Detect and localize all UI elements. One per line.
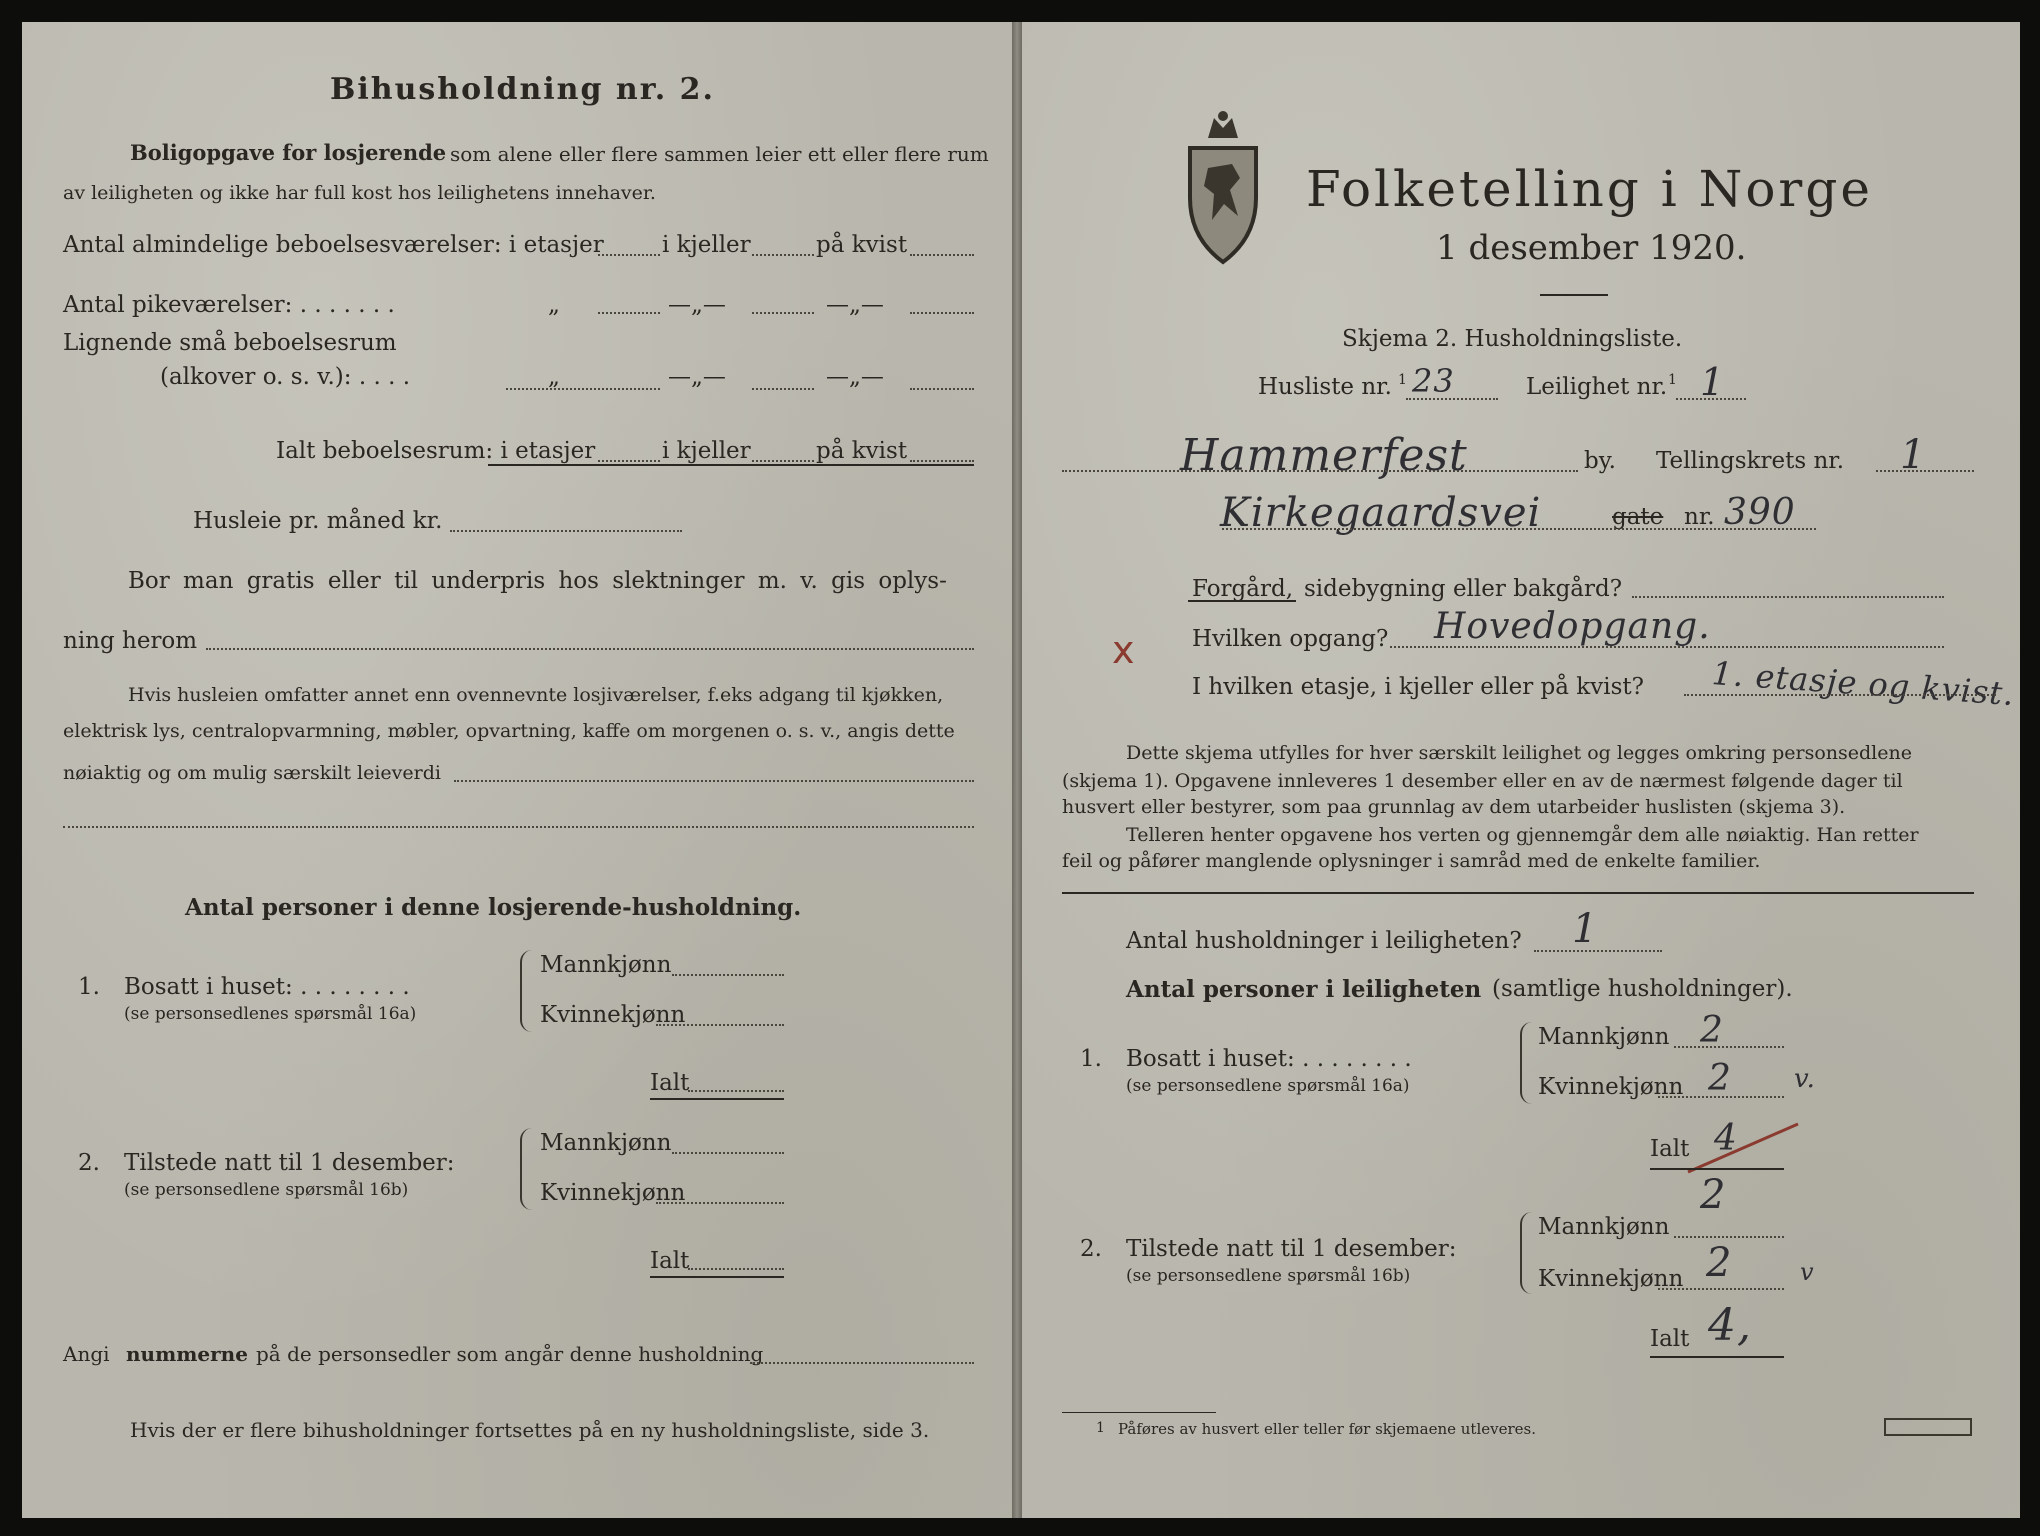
coat-of-arms-icon [1180, 108, 1266, 266]
right-q2-ialt-underline [1650, 1356, 1784, 1358]
krets-label: Tellingskrets nr. [1656, 448, 1845, 474]
right-q1-label: Bosatt i huset: . . . . . . . . [1126, 1046, 1412, 1072]
intro-rest: som alene eller flere sammen leier ett eller flere rum [450, 142, 989, 166]
pike-line-1 [598, 312, 660, 314]
leilighet-value: 1 [1700, 360, 1726, 404]
left-q1-kvinne-line [656, 1024, 784, 1026]
hush-value: 1 [1572, 906, 1599, 952]
right-q2-check: v [1800, 1258, 1815, 1286]
left-q1-ialt: Ialt [650, 1070, 690, 1096]
opgang-line [1390, 646, 1944, 648]
left-q2-brace [520, 1128, 534, 1210]
husliste-value: 23 [1412, 362, 1455, 400]
by-label: by. [1584, 448, 1616, 474]
right-q2-mann-line [1674, 1236, 1784, 1238]
right-q1-num: 1. [1080, 1046, 1102, 1072]
hush-line [1534, 950, 1662, 952]
leieverdi-line [454, 780, 974, 782]
husliste-footnote: 1 [1398, 372, 1407, 388]
rooms-label: Antal almindelige beboelsesværelser: i etasjer [63, 232, 604, 258]
left-q1-mann-line [672, 974, 784, 976]
krets-value: 1 [1900, 432, 1927, 478]
opgang-value: Hovedopgang. [1434, 606, 1711, 647]
footnote-mark: 1 [1096, 1420, 1105, 1436]
rooms-kjeller-line [752, 254, 814, 256]
pike-line-2 [752, 312, 814, 314]
lignende-line-b [752, 388, 814, 390]
hvis-line-1: Hvis husleien omfatter annet enn ovennevnte losjiværelser, f.eks adgang til kjøkken, [128, 684, 944, 706]
pike-label: Antal pikeværelser: . . . . . . . [63, 292, 395, 318]
right-q2-kvinne-line [1658, 1288, 1784, 1290]
lignende-line-a [506, 388, 660, 390]
gratis-line [206, 648, 974, 650]
gate-line [1222, 528, 1816, 530]
lignende-line-c [910, 388, 974, 390]
ialt-kjeller-line [752, 460, 814, 462]
left-q2-kvinne-line [656, 1202, 784, 1204]
leilighet-line [1676, 398, 1746, 400]
gate-nr-label: nr. [1684, 504, 1715, 530]
gratis-line-2: ning herom [63, 628, 198, 654]
right-q1-mann-value: 2 [1700, 1010, 1724, 1051]
ialt-kvist: på kvist [816, 438, 908, 464]
pike-ditto-1: „ [548, 292, 560, 318]
left-q1-ialt-underline [650, 1098, 784, 1100]
title-rule [1540, 294, 1608, 296]
pike-ditto-2: —„— [668, 292, 726, 318]
left-q1-ialt-line [688, 1090, 784, 1092]
right-title: Folketelling i Norge [1306, 160, 1873, 218]
hush-label: Antal husholdninger i leiligheten? [1126, 928, 1522, 954]
gate-value: Kirkegaardsvei [1220, 490, 1542, 536]
x-mark: x [1112, 628, 1135, 672]
forgard-rest: sidebygning eller bakgård? [1304, 576, 1623, 602]
right-q1-kvinne: Kvinnekjønn [1538, 1074, 1684, 1100]
krets-line [1876, 470, 1974, 472]
left-q2-num: 2. [78, 1150, 100, 1176]
right-q2-ialt-value: 4, [1708, 1300, 1752, 1351]
right-q1-check: v. [1794, 1064, 1816, 1094]
footnote-text: Påføres av husvert eller teller før skjemaene utleveres. [1118, 1420, 1536, 1438]
etasje-label: I hvilken etasje, i kjeller eller på kvist? [1192, 674, 1644, 700]
right-q2-sub: (se personsedlene spørsmål 16b) [1126, 1266, 1411, 1286]
left-title: Bihusholdning nr. 2. [330, 72, 715, 107]
angi-rest: på de personsedler som angår denne husholdning [256, 1342, 764, 1366]
left-q2-sub: (se personsedlene spørsmål 16b) [124, 1180, 409, 1200]
left-antal-heading: Antal personer i denne losjerende-husholdning. [185, 894, 802, 921]
etasje-line [1684, 694, 1996, 696]
right-q1-brace [1520, 1022, 1534, 1104]
right-q2-num: 2. [1080, 1236, 1102, 1262]
opgang-label: Hvilken opgang? [1192, 626, 1389, 652]
lignende-ditto-3: —„— [826, 364, 884, 390]
intro-bold: Boligopgave for losjerende [130, 140, 447, 165]
right-q1-mann-line [1674, 1046, 1784, 1048]
antal-rest: (samtlige husholdninger). [1492, 976, 1793, 1002]
left-q2-label: Tilstede natt til 1 desember: [124, 1150, 455, 1176]
ialt-kjeller: i kjeller [662, 438, 751, 464]
ialt-kvist-line [910, 460, 974, 462]
left-footer: Hvis der er flere bihusholdninger fortsettes på en ny husholdningsliste, side 3. [130, 1418, 930, 1442]
right-q1-ialt-underline [1650, 1168, 1784, 1170]
leilighet-footnote: 1 [1668, 372, 1677, 388]
right-date: 1 desember 1920. [1436, 228, 1747, 268]
left-q1-sub: (se personsedlenes spørsmål 16a) [124, 1004, 417, 1024]
left-q2-mann: Mannkjønn [540, 1130, 672, 1156]
left-q2-kvinne: Kvinnekjønn [540, 1180, 686, 1206]
rooms-etasjer-line [598, 254, 660, 256]
pike-line-3 [910, 312, 974, 314]
right-q1-kvinne-value: 2 [1708, 1058, 1732, 1099]
right-q1-kvinne-line [1658, 1096, 1784, 1098]
right-q1-ialt-struck: 4 [1714, 1118, 1738, 1159]
lignende-line-2: (alkover o. s. v.): . . . . [160, 364, 411, 390]
info-line-4: Telleren henter opgavene hos verten og gjennemgår dem alle nøiaktig. Han retter [1126, 824, 1919, 846]
ialt-rooms-underline [488, 464, 974, 466]
left-q1-label: Bosatt i huset: . . . . . . . . [124, 974, 410, 1000]
intro-line2: av leiligheten og ikke har full kost hos leilighetens innehaver. [63, 182, 656, 204]
angi-line [750, 1362, 974, 1364]
rooms-kjeller: i kjeller [662, 232, 751, 258]
left-q2-ialt-underline [650, 1276, 784, 1278]
angi-bold: nummerne [126, 1342, 248, 1366]
printer-stamp [1884, 1418, 1972, 1436]
hvis-line-3: nøiaktig og om mulig særskilt leieverdi [63, 762, 441, 784]
right-q1-ialt: Ialt [1650, 1136, 1690, 1162]
husleie-label: Husleie pr. måned kr. [193, 508, 443, 534]
left-q1-brace [520, 950, 534, 1032]
left-q2-ialt: Ialt [650, 1248, 690, 1274]
right-q2-label: Tilstede natt til 1 desember: [1126, 1236, 1457, 1262]
right-q2-kvinne-value: 2 [1706, 1240, 1733, 1286]
antal-bold: Antal personer i leiligheten [1126, 976, 1482, 1003]
leilighet-label: Leilighet nr. [1526, 374, 1668, 400]
husliste-line [1406, 398, 1498, 400]
pike-ditto-3: —„— [826, 292, 884, 318]
rooms-kvist: på kvist [816, 232, 908, 258]
ialt-rooms-label: Ialt beboelsesrum: i etasjer [276, 438, 596, 464]
skjema-label: Skjema 2. Husholdningsliste. [1342, 326, 1683, 352]
extra-line [63, 826, 974, 828]
footnote-rule [1062, 1412, 1216, 1413]
left-q1-mann: Mannkjønn [540, 952, 672, 978]
ialt-etasjer-line [598, 460, 660, 462]
left-q2-ialt-line [688, 1268, 784, 1270]
forgard-label: Forgård, [1192, 576, 1294, 602]
forgard-line [1632, 596, 1944, 598]
left-q1-kvinne: Kvinnekjønn [540, 1002, 686, 1028]
right-q2-mann: Mannkjønn [1538, 1214, 1670, 1240]
left-q1-num: 1. [78, 974, 100, 1000]
info-line-2: (skjema 1). Opgavene innleveres 1 desember eller en av de nærmest følgende dager til [1062, 770, 1903, 792]
right-q1-mann: Mannkjønn [1538, 1024, 1670, 1050]
rooms-kvist-line [910, 254, 974, 256]
page-fold [1012, 22, 1022, 1518]
forgard-underline [1188, 600, 1296, 602]
etasje-value: 1. etasje og kvist. [1710, 654, 2016, 714]
lignende-ditto-1: „ [548, 364, 560, 390]
hvis-line-2: elektrisk lys, centralopvarmning, møbler, opvartning, kaffe om morgenen o. s. v., angis dette [63, 720, 955, 742]
lignende-line-1: Lignende små beboelsesrum [63, 330, 397, 356]
right-q2-brace [1520, 1212, 1534, 1294]
gate-nr-value: 390 [1724, 492, 1796, 533]
by-value: Hammerfest [1180, 430, 1468, 481]
angi-pre: Angi [63, 1342, 110, 1366]
gate-label: gate [1612, 504, 1664, 530]
right-q1-ialt-corrected: 2 [1700, 1172, 1727, 1218]
right-q1-sub: (se personsedlene spørsmål 16a) [1126, 1076, 1410, 1096]
lignende-ditto-2: —„— [668, 364, 726, 390]
left-q2-mann-line [672, 1152, 784, 1154]
info-rule [1062, 892, 1974, 894]
gratis-line-1: Bor man gratis eller til underpris hos slektninger m. v. gis oplys- [128, 568, 947, 594]
info-line-1: Dette skjema utfylles for hver særskilt leilighet og legges omkring personsedlene [1126, 742, 1912, 764]
right-q2-ialt: Ialt [1650, 1326, 1690, 1352]
info-line-3: husvert eller bestyrer, som paa grunnlag av dem utarbeider huslisten (skjema 3). [1062, 796, 1846, 818]
husleie-line [450, 530, 682, 532]
info-line-5: feil og påfører manglende oplysninger i samråd med de enkelte familier. [1062, 850, 1761, 872]
right-q2-kvinne: Kvinnekjønn [1538, 1266, 1684, 1292]
by-line [1062, 470, 1578, 472]
husliste-label: Husliste nr. [1258, 374, 1392, 400]
